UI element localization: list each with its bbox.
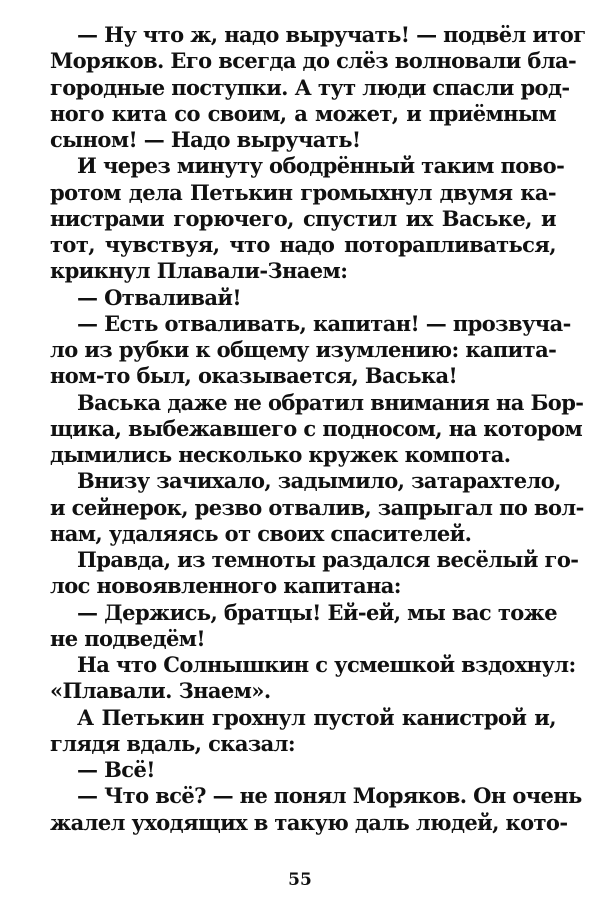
text-line: ло из рубки к общему изумлению: капита-	[50, 337, 557, 362]
book-page-text	[50, 22, 586, 836]
text-line: глядя вдаль, сказал:	[50, 730, 296, 756]
text-line: — Что всё? — не понял Моряков. Он очень	[77, 783, 582, 809]
text-line: «Плавали. Знаем».	[50, 678, 271, 704]
text-line: нистрами горючего, спустил их Ваське, и	[50, 205, 556, 231]
text-line: городные поступки. А тут люди спасли род-	[50, 74, 570, 100]
text-line: ротом дела Петькин громыхнул двумя ка-	[50, 179, 556, 205]
text-line: Васька даже не обратил внимания на Бор-	[77, 389, 584, 415]
text-line: На что Солнышкин с усмешкой вздохнул:	[77, 652, 576, 677]
text-line: ного кита со своим, а может, и приёмным	[50, 100, 556, 126]
text-line: — Всё!	[77, 757, 155, 782]
text-line: И через минуту ободрённый таким пово-	[77, 153, 565, 179]
text-line: нам, удаляясь от своих спасителей.	[50, 520, 472, 546]
text-line: крикнул Плавали-Знаем:	[50, 258, 348, 284]
text-line: дымились несколько кружек компота.	[50, 442, 511, 467]
text-line: Моряков. Его всегда до слёз волновали бла-	[50, 48, 577, 74]
text-line: тот, чувствуя, что надо поторапливаться,	[50, 232, 556, 257]
text-line: Внизу зачихало, задымило, затарахтело,	[77, 468, 561, 494]
text-line: сыном! — Надо выручать!	[50, 127, 361, 152]
text-line: Правда, из темноты раздался весёлый го-	[77, 547, 579, 572]
text-line: — Ну что ж, надо выручать! — подвёл итог	[77, 22, 586, 47]
text-line: — Есть отваливать, капитан! — прозвуча-	[77, 310, 571, 336]
text-line: щика, выбежавшего с подносом, на котором	[50, 415, 583, 441]
page-number: 55	[288, 870, 312, 890]
text-line: — Держись, братцы! Ей-ей, мы вас тоже	[77, 599, 558, 625]
text-line: ном-то был, оказывается, Васька!	[50, 363, 458, 389]
text-line: жалел уходящих в такую даль людей, кото-	[50, 809, 568, 835]
text-line: и сейнерок, резво отвалив, запрыгал по вол-	[50, 494, 584, 520]
text-line: лос новоявленного капитана:	[50, 573, 401, 599]
text-line: А Петькин грохнул пустой канистрой и,	[77, 704, 556, 730]
text-line: не подведём!	[50, 625, 205, 651]
text-line: — Отваливай!	[77, 284, 241, 310]
